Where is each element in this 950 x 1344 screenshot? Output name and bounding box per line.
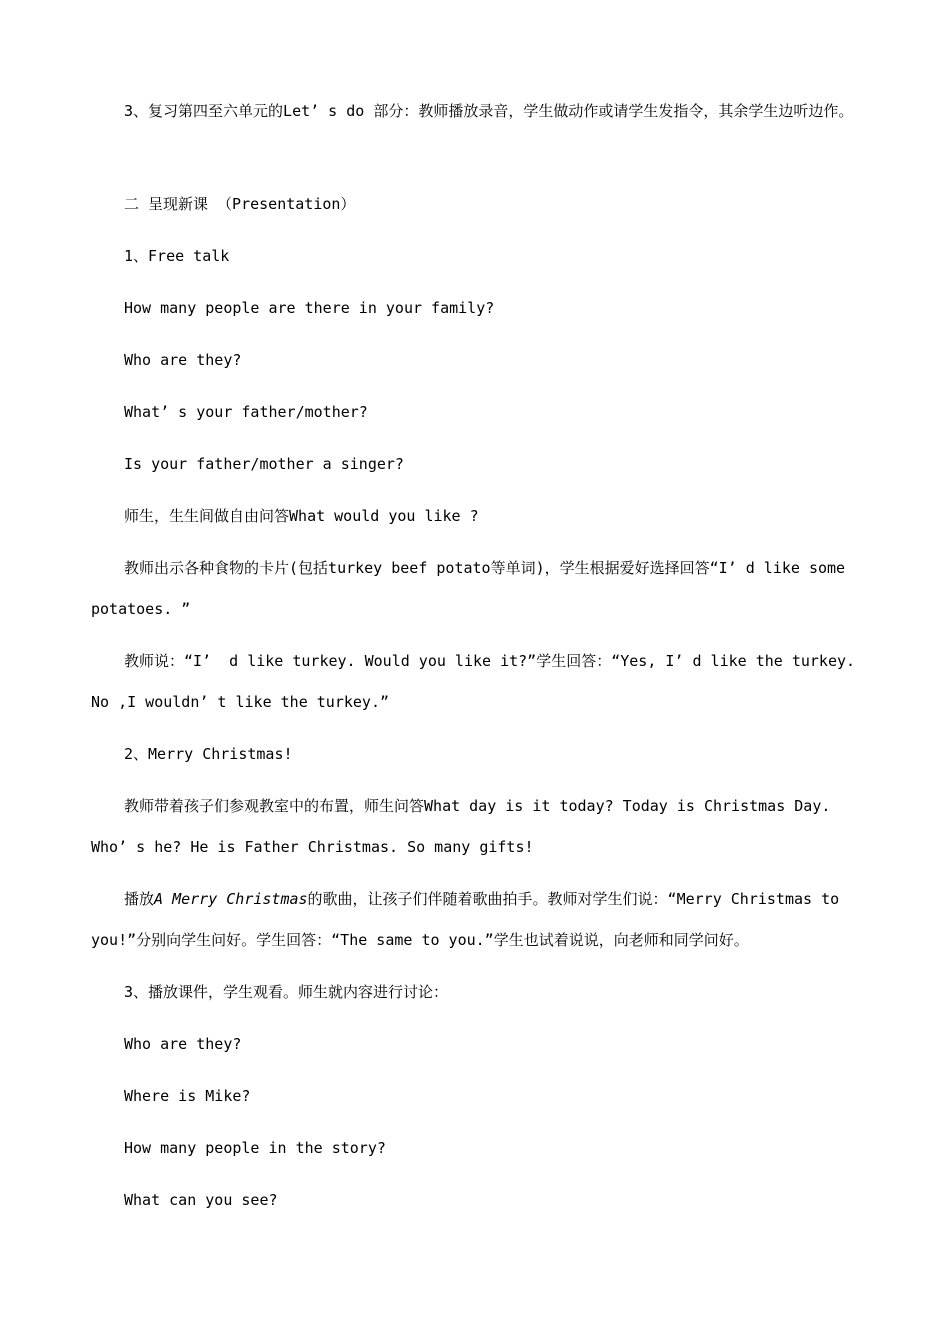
paragraph-review-lets-do: 3、复习第四至六单元的Let’ s do 部分：教师播放录音，学生做动作或请学生发指令，其余学生边听边作。	[124, 102, 854, 120]
subheading-merry-christmas: 2、Merry Christmas!	[124, 745, 293, 763]
song-text-before: 播放	[124, 890, 155, 908]
paragraph-song	[91, 879, 859, 961]
question-where-is-mike: Where is Mike?	[124, 1087, 251, 1105]
paragraph-food-cards: 教师出示各种食物的卡片(包括turkey beef potato等单词)，学生根据爱好选择回答“I’ d like some potatoes. ”	[91, 559, 855, 618]
question-who-are-they-2: Who are they?	[124, 1035, 242, 1053]
section-heading-presentation: 二 呈现新课 （Presentation）	[124, 195, 356, 213]
song-title: A Merry Christmas	[154, 890, 308, 908]
song-text-after: 的歌曲，让孩子们伴随着歌曲拍手。教师对学生们说：“Merry Christmas to you!”分别向学生问好。学生回答：“The same to you.”学生也试着说说，向老师和同学问好。	[91, 890, 849, 949]
question-father-mother: What’ s your father/mother?	[124, 403, 368, 421]
question-what-can-you-see: What can you see?	[124, 1191, 278, 1209]
question-who-are-they: Who are they?	[124, 351, 242, 369]
paragraph-classroom-tour: 教师带着孩子们参观教室中的布置，师生问答What day is it today? Today is Christmas Day. Who’ s he? He is Father Christmas. So many gifts!	[91, 797, 840, 856]
subheading-courseware: 3、播放课件，学生观看。师生就内容进行讨论：	[124, 983, 449, 1001]
question-singer: Is your father/mother a singer?	[124, 455, 404, 473]
paragraph-teacher-turkey: 教师说：“I’ d like turkey. Would you like it?”学生回答：“Yes, I’ d like the turkey. No ,I wouldn’ t like the turkey.”	[91, 652, 865, 711]
question-family-size: How many people are there in your family?	[124, 299, 495, 317]
subheading-free-talk: 1、Free talk	[124, 247, 230, 265]
paragraph-free-qa: 师生，生生间做自由问答What would you like ?	[124, 507, 479, 525]
question-people-in-story: How many people in the story?	[124, 1139, 386, 1157]
